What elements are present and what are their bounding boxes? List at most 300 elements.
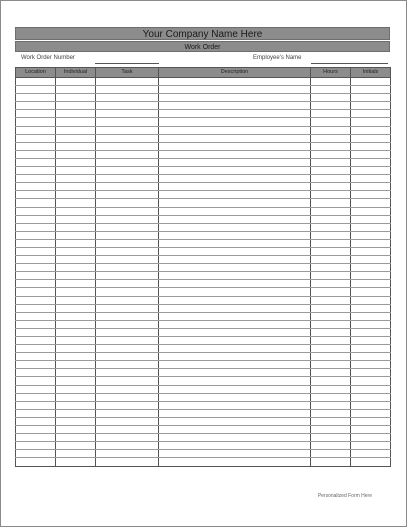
table-cell[interactable] (351, 296, 391, 304)
table-cell[interactable] (159, 86, 311, 94)
table-row (16, 434, 391, 442)
table-cell[interactable] (159, 417, 311, 425)
table-cell[interactable] (56, 312, 96, 320)
table-cell[interactable] (96, 126, 159, 134)
table-cell[interactable] (16, 207, 56, 215)
table-cell[interactable] (311, 142, 351, 150)
table-cell[interactable] (159, 288, 311, 296)
table-cell[interactable] (16, 94, 56, 102)
table-cell[interactable] (96, 239, 159, 247)
table-cell[interactable] (56, 110, 96, 118)
table-cell[interactable] (159, 175, 311, 183)
table-cell[interactable] (16, 239, 56, 247)
table-cell[interactable] (16, 110, 56, 118)
table-cell[interactable] (159, 239, 311, 247)
table-cell[interactable] (159, 345, 311, 353)
table-cell[interactable] (351, 158, 391, 166)
table-cell[interactable] (311, 409, 351, 417)
table-cell[interactable] (96, 191, 159, 199)
table-cell[interactable] (159, 199, 311, 207)
table-cell[interactable] (96, 296, 159, 304)
table-cell[interactable] (351, 434, 391, 442)
table-cell[interactable] (96, 353, 159, 361)
table-cell[interactable] (56, 78, 96, 86)
table-cell[interactable] (351, 288, 391, 296)
table-cell[interactable] (96, 393, 159, 401)
table-cell[interactable] (311, 442, 351, 450)
table-cell[interactable] (311, 401, 351, 409)
table-cell[interactable] (311, 369, 351, 377)
table-cell[interactable] (159, 328, 311, 336)
table-cell[interactable] (351, 385, 391, 393)
table-cell[interactable] (56, 377, 96, 385)
table-cell[interactable] (311, 78, 351, 86)
table-cell[interactable] (96, 369, 159, 377)
table-cell[interactable] (16, 296, 56, 304)
table-cell[interactable] (311, 199, 351, 207)
table-cell[interactable] (159, 320, 311, 328)
table-cell[interactable] (96, 288, 159, 296)
table-row (16, 78, 391, 86)
table-cell[interactable] (351, 150, 391, 158)
table-cell[interactable] (351, 223, 391, 231)
table-cell[interactable] (16, 450, 56, 458)
table-cell[interactable] (159, 393, 311, 401)
table-cell[interactable] (159, 231, 311, 239)
table-cell[interactable] (159, 369, 311, 377)
table-cell[interactable] (351, 191, 391, 199)
table-cell[interactable] (96, 158, 159, 166)
table-cell[interactable] (16, 134, 56, 142)
table-cell[interactable] (311, 296, 351, 304)
table-cell[interactable] (159, 377, 311, 385)
table-cell[interactable] (16, 345, 56, 353)
table-cell[interactable] (159, 158, 311, 166)
table-cell[interactable] (96, 361, 159, 369)
table-cell[interactable] (311, 272, 351, 280)
table-cell[interactable] (96, 280, 159, 288)
table-cell[interactable] (56, 401, 96, 409)
table-row (16, 207, 391, 215)
table-cell[interactable] (351, 118, 391, 126)
table-cell[interactable] (56, 126, 96, 134)
table-cell[interactable] (56, 369, 96, 377)
table-cell[interactable] (16, 126, 56, 134)
table-cell[interactable] (311, 417, 351, 425)
table-cell[interactable] (351, 442, 391, 450)
table-cell[interactable] (16, 191, 56, 199)
table-cell[interactable] (351, 207, 391, 215)
table-cell[interactable] (351, 183, 391, 191)
table-cell[interactable] (159, 142, 311, 150)
table-cell[interactable] (16, 426, 56, 434)
table-cell[interactable] (311, 175, 351, 183)
table-row (16, 369, 391, 377)
table-cell[interactable] (311, 304, 351, 312)
table-cell[interactable] (56, 256, 96, 264)
table-cell[interactable] (16, 280, 56, 288)
table-cell[interactable] (96, 215, 159, 223)
table-cell[interactable] (351, 417, 391, 425)
table-cell[interactable] (159, 272, 311, 280)
table-cell[interactable] (351, 280, 391, 288)
table-cell[interactable] (311, 94, 351, 102)
table-cell[interactable] (351, 256, 391, 264)
table-cell[interactable] (56, 458, 96, 466)
table-cell[interactable] (56, 272, 96, 280)
table-cell[interactable] (351, 361, 391, 369)
table-cell[interactable] (351, 353, 391, 361)
table-cell[interactable] (351, 369, 391, 377)
table-cell[interactable] (311, 426, 351, 434)
table-cell[interactable] (311, 223, 351, 231)
table-cell[interactable] (159, 118, 311, 126)
table-cell[interactable] (56, 426, 96, 434)
table-cell[interactable] (351, 142, 391, 150)
table-cell[interactable] (16, 102, 56, 110)
table-cell[interactable] (56, 150, 96, 158)
table-cell[interactable] (351, 86, 391, 94)
table-cell[interactable] (351, 272, 391, 280)
table-cell[interactable] (56, 280, 96, 288)
table-cell[interactable] (96, 434, 159, 442)
table-cell[interactable] (159, 110, 311, 118)
table-cell[interactable] (159, 312, 311, 320)
table-cell[interactable] (311, 207, 351, 215)
table-cell[interactable] (351, 78, 391, 86)
table-cell[interactable] (16, 264, 56, 272)
table-cell[interactable] (351, 167, 391, 175)
table-cell[interactable] (159, 442, 311, 450)
table-cell[interactable] (56, 183, 96, 191)
table-cell[interactable] (96, 272, 159, 280)
table-cell[interactable] (56, 393, 96, 401)
table-cell[interactable] (351, 337, 391, 345)
table-cell[interactable] (96, 458, 159, 466)
table-cell[interactable] (16, 304, 56, 312)
table-cell[interactable] (16, 328, 56, 336)
table-cell[interactable] (351, 264, 391, 272)
table-cell[interactable] (16, 337, 56, 345)
table-cell[interactable] (311, 385, 351, 393)
table-cell[interactable] (311, 458, 351, 466)
column-header-individual: Individual (56, 68, 96, 78)
table-cell[interactable] (96, 142, 159, 150)
table-cell[interactable] (311, 450, 351, 458)
table-cell[interactable] (96, 134, 159, 142)
table-cell[interactable] (96, 426, 159, 434)
table-cell[interactable] (311, 239, 351, 247)
table-cell[interactable] (311, 377, 351, 385)
table-cell[interactable] (351, 199, 391, 207)
employee-name-field[interactable] (311, 63, 388, 64)
table-cell[interactable] (56, 94, 96, 102)
table-cell[interactable] (56, 434, 96, 442)
table-cell[interactable] (351, 126, 391, 134)
table-cell[interactable] (56, 142, 96, 150)
table-cell[interactable] (16, 256, 56, 264)
table-cell[interactable] (16, 175, 56, 183)
table-cell[interactable] (351, 328, 391, 336)
table-cell[interactable] (56, 304, 96, 312)
table-cell[interactable] (56, 296, 96, 304)
table-cell[interactable] (96, 167, 159, 175)
table-cell[interactable] (159, 264, 311, 272)
table-cell[interactable] (96, 231, 159, 239)
table-cell[interactable] (56, 223, 96, 231)
table-cell[interactable] (311, 183, 351, 191)
table-cell[interactable] (311, 353, 351, 361)
table-cell[interactable] (56, 118, 96, 126)
table-cell[interactable] (16, 272, 56, 280)
table-cell[interactable] (159, 458, 311, 466)
table-cell[interactable] (96, 223, 159, 231)
table-cell[interactable] (16, 401, 56, 409)
table-cell[interactable] (16, 118, 56, 126)
table-cell[interactable] (96, 377, 159, 385)
table-cell[interactable] (16, 377, 56, 385)
table-cell[interactable] (159, 409, 311, 417)
table-cell[interactable] (159, 256, 311, 264)
table-cell[interactable] (56, 239, 96, 247)
table-cell[interactable] (159, 183, 311, 191)
table-cell[interactable] (311, 345, 351, 353)
table-cell[interactable] (96, 450, 159, 458)
table-cell[interactable] (56, 86, 96, 94)
table-cell[interactable] (311, 361, 351, 369)
table-cell[interactable] (159, 304, 311, 312)
table-cell[interactable] (311, 134, 351, 142)
table-cell[interactable] (351, 312, 391, 320)
table-cell[interactable] (16, 78, 56, 86)
table-cell[interactable] (159, 223, 311, 231)
work-order-number-field[interactable] (95, 63, 159, 64)
table-cell[interactable] (159, 337, 311, 345)
table-cell[interactable] (311, 247, 351, 255)
table-cell[interactable] (56, 288, 96, 296)
table-cell[interactable] (96, 86, 159, 94)
table-cell[interactable] (96, 320, 159, 328)
table-cell[interactable] (311, 393, 351, 401)
table-cell[interactable] (16, 369, 56, 377)
table-cell[interactable] (159, 94, 311, 102)
table-cell[interactable] (311, 150, 351, 158)
table-cell[interactable] (311, 118, 351, 126)
table-cell[interactable] (16, 158, 56, 166)
table-cell[interactable] (16, 142, 56, 150)
table-cell[interactable] (16, 150, 56, 158)
table-cell[interactable] (56, 345, 96, 353)
table-cell[interactable] (159, 247, 311, 255)
table-cell[interactable] (56, 199, 96, 207)
table-cell[interactable] (56, 353, 96, 361)
table-cell[interactable] (311, 215, 351, 223)
table-cell[interactable] (351, 215, 391, 223)
table-cell[interactable] (96, 409, 159, 417)
table-cell[interactable] (351, 110, 391, 118)
table-cell[interactable] (16, 223, 56, 231)
table-cell[interactable] (56, 264, 96, 272)
table-cell[interactable] (16, 361, 56, 369)
table-cell[interactable] (96, 175, 159, 183)
table-cell[interactable] (159, 353, 311, 361)
table-cell[interactable] (16, 183, 56, 191)
table-cell[interactable] (56, 417, 96, 425)
table-row (16, 280, 391, 288)
table-cell[interactable] (56, 337, 96, 345)
table-cell[interactable] (159, 78, 311, 86)
table-cell[interactable] (56, 409, 96, 417)
table-cell[interactable] (56, 328, 96, 336)
table-cell[interactable] (16, 247, 56, 255)
table-cell[interactable] (16, 288, 56, 296)
table-cell[interactable] (16, 353, 56, 361)
table-cell[interactable] (16, 434, 56, 442)
table-cell[interactable] (16, 409, 56, 417)
table-cell[interactable] (159, 280, 311, 288)
table-cell[interactable] (56, 175, 96, 183)
table-cell[interactable] (56, 215, 96, 223)
table-cell[interactable] (96, 199, 159, 207)
table-cell[interactable] (96, 442, 159, 450)
table-cell[interactable] (311, 86, 351, 94)
table-cell[interactable] (56, 247, 96, 255)
table-cell[interactable] (16, 385, 56, 393)
table-cell[interactable] (16, 199, 56, 207)
table-cell[interactable] (311, 434, 351, 442)
table-cell[interactable] (159, 126, 311, 134)
table-cell[interactable] (96, 312, 159, 320)
table-cell[interactable] (16, 458, 56, 466)
table-cell[interactable] (96, 150, 159, 158)
table-cell[interactable] (56, 231, 96, 239)
table-cell[interactable] (351, 320, 391, 328)
table-cell[interactable] (96, 247, 159, 255)
table-cell[interactable] (96, 207, 159, 215)
table-cell[interactable] (56, 191, 96, 199)
table-cell[interactable] (311, 110, 351, 118)
table-row (16, 86, 391, 94)
table-cell[interactable] (311, 167, 351, 175)
table-cell[interactable] (159, 401, 311, 409)
table-cell[interactable] (16, 86, 56, 94)
table-cell[interactable] (159, 134, 311, 142)
table-cell[interactable] (16, 393, 56, 401)
table-cell[interactable] (56, 361, 96, 369)
table-cell[interactable] (16, 442, 56, 450)
table-cell[interactable] (96, 118, 159, 126)
table-cell[interactable] (351, 377, 391, 385)
table-cell[interactable] (16, 167, 56, 175)
table-cell[interactable] (159, 207, 311, 215)
table-cell[interactable] (56, 158, 96, 166)
table-row (16, 442, 391, 450)
table-cell[interactable] (56, 385, 96, 393)
table-cell[interactable] (96, 337, 159, 345)
table-cell[interactable] (16, 231, 56, 239)
table-cell[interactable] (96, 256, 159, 264)
table-cell[interactable] (351, 175, 391, 183)
table-cell[interactable] (16, 417, 56, 425)
table-cell[interactable] (311, 231, 351, 239)
table-cell[interactable] (96, 78, 159, 86)
employee-name-label: Employee's Name (253, 55, 302, 61)
table-cell[interactable] (56, 442, 96, 450)
table-cell[interactable] (56, 102, 96, 110)
table-cell[interactable] (311, 288, 351, 296)
table-cell[interactable] (311, 320, 351, 328)
table-cell[interactable] (159, 150, 311, 158)
table-cell[interactable] (351, 409, 391, 417)
table-cell[interactable] (56, 207, 96, 215)
table-cell[interactable] (311, 126, 351, 134)
table-cell[interactable] (311, 264, 351, 272)
table-cell[interactable] (96, 110, 159, 118)
table-cell[interactable] (351, 393, 391, 401)
table-cell[interactable] (351, 102, 391, 110)
table-cell[interactable] (96, 102, 159, 110)
table-cell[interactable] (96, 94, 159, 102)
table-cell[interactable] (159, 102, 311, 110)
table-cell[interactable] (16, 215, 56, 223)
table-cell[interactable] (311, 280, 351, 288)
table-cell[interactable] (159, 450, 311, 458)
table-cell[interactable] (311, 191, 351, 199)
table-cell[interactable] (96, 264, 159, 272)
table-cell[interactable] (159, 426, 311, 434)
table-cell[interactable] (159, 215, 311, 223)
table-cell[interactable] (351, 304, 391, 312)
table-cell[interactable] (56, 167, 96, 175)
table-cell[interactable] (96, 417, 159, 425)
table-cell[interactable] (351, 94, 391, 102)
table-cell[interactable] (351, 450, 391, 458)
table-cell[interactable] (159, 191, 311, 199)
table-cell[interactable] (96, 345, 159, 353)
table-cell[interactable] (56, 134, 96, 142)
table-cell[interactable] (16, 320, 56, 328)
table-cell[interactable] (56, 320, 96, 328)
table-cell[interactable] (351, 458, 391, 466)
table-cell[interactable] (311, 337, 351, 345)
table-cell[interactable] (311, 158, 351, 166)
table-row (16, 191, 391, 199)
table-cell[interactable] (351, 134, 391, 142)
table-cell[interactable] (311, 102, 351, 110)
table-cell[interactable] (351, 231, 391, 239)
table-cell[interactable] (96, 401, 159, 409)
table-cell[interactable] (351, 345, 391, 353)
table-cell[interactable] (311, 328, 351, 336)
table-cell[interactable] (159, 434, 311, 442)
table-cell[interactable] (159, 385, 311, 393)
table-cell[interactable] (96, 304, 159, 312)
table-cell[interactable] (351, 401, 391, 409)
table-cell[interactable] (351, 426, 391, 434)
table-cell[interactable] (351, 239, 391, 247)
table-cell[interactable] (96, 183, 159, 191)
table-cell[interactable] (311, 312, 351, 320)
table-cell[interactable] (159, 296, 311, 304)
table-cell[interactable] (16, 312, 56, 320)
table-cell[interactable] (56, 450, 96, 458)
table-cell[interactable] (159, 361, 311, 369)
table-cell[interactable] (96, 328, 159, 336)
table-cell[interactable] (159, 167, 311, 175)
table-cell[interactable] (96, 385, 159, 393)
table-cell[interactable] (311, 256, 351, 264)
table-cell[interactable] (351, 247, 391, 255)
